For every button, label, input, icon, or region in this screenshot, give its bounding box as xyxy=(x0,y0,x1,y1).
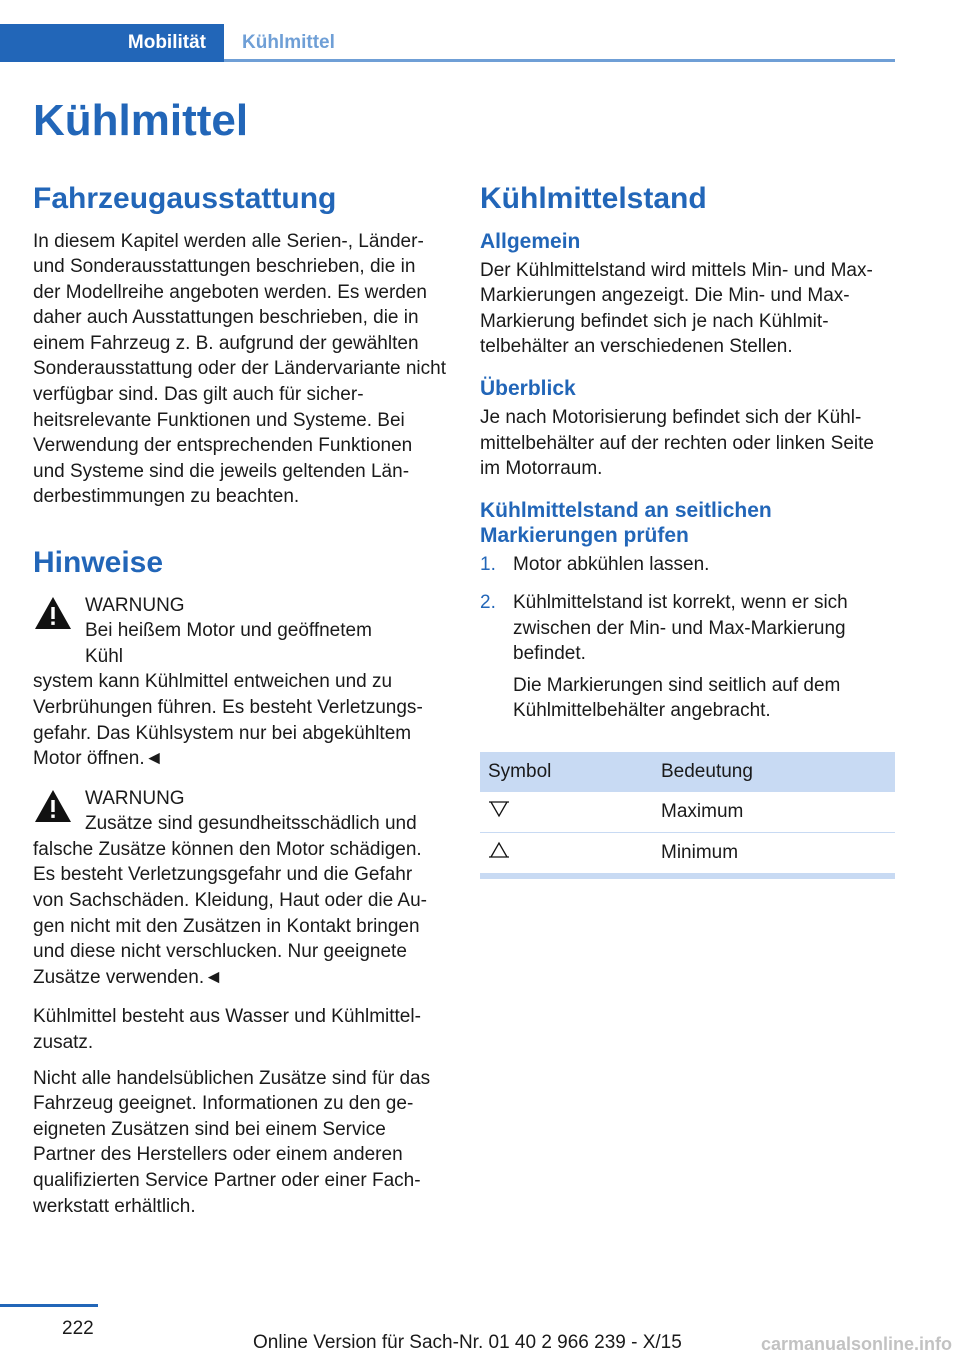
warning-triangle-icon xyxy=(33,595,73,631)
right-column xyxy=(480,182,895,879)
table-bottom-rule xyxy=(480,874,895,879)
section-tab: Kühlmittel xyxy=(242,32,335,53)
heading-notes: Hinweise xyxy=(33,546,164,580)
warning-triangle-icon xyxy=(33,788,73,824)
header-rule xyxy=(224,59,895,62)
overview-paragraph: Je nach Motorisierung befindet sich der Kühlmittelbehälter auf der rechten oder linken Seite im Motorraum. xyxy=(480,407,874,480)
left-column xyxy=(33,182,448,1229)
heading-check-markings: Kühlmittelstand an seitlichen Markierungen prüfen xyxy=(480,499,772,548)
warning-label: WARNUNG xyxy=(85,787,185,809)
warning-block xyxy=(33,593,448,772)
meaning-cell: Maximum xyxy=(653,792,895,833)
footer-rule xyxy=(0,1304,98,1307)
warning-first-line: Bei heißem Motor und geöffnetem Kühl xyxy=(85,620,372,667)
additives-paragraph: Nicht alle handelsüblichen Zusätze sind für das Fahrzeug geeignet. Informationen zu den geeigneten Zusätzen sind bei einem Service Partner des Herstellers oder einem anderen qualifizierten Service Partner oder einer Fachwerkstatt erhältlich. xyxy=(33,1067,431,1217)
warning-first-line: Zusätze sind gesundheitsschädlich und xyxy=(85,813,417,835)
table-header-row xyxy=(480,752,895,792)
step-number: 2. xyxy=(480,592,496,613)
coolant-composition-paragraph: Kühlmittel besteht aus Wasser und Kühlmittelzusatz. xyxy=(33,1006,421,1054)
max-mark-icon xyxy=(488,799,510,819)
step-text: Kühlmittelstand ist korrekt, wenn er sich zwischen der Min- und Max-Markierung befindet. xyxy=(513,592,848,665)
heading-general: Allgemein xyxy=(480,229,581,253)
step-item xyxy=(480,552,895,584)
chapter-tab: Mobilität xyxy=(0,24,224,62)
table-row xyxy=(480,832,895,873)
heading-equipment: Fahrzeugausstattung xyxy=(33,182,337,215)
warning-label: WARNUNG xyxy=(85,594,185,616)
running-header xyxy=(0,24,895,62)
step-text: Motor abkühlen lassen. xyxy=(513,554,710,576)
warning-block xyxy=(33,786,448,991)
warning-text: falsche Zusätze können den Motor schädigen. Es besteht Verletzungsgefahr und die Gefahr von Sachschäden. Kleidung, Haut oder die Augen nicht mit den Zusätzen in Kontakt bringen und diese nicht verschlucken. Nur geeignete Zusätze verwenden.◄ xyxy=(33,838,427,988)
heading-coolant-level: Kühlmittelstand xyxy=(480,182,707,215)
watermark: carmanualsonline.info xyxy=(760,1334,952,1354)
symbol-table xyxy=(480,752,895,874)
table-header-meaning: Bedeutung xyxy=(653,752,895,792)
heading-overview: Überblick xyxy=(480,377,576,401)
table-header-symbol: Symbol xyxy=(480,752,653,792)
online-version-text: Online Version für Sach-Nr. 01 40 2 966 239 - X/15 xyxy=(253,1332,682,1353)
step-number: 1. xyxy=(480,554,496,576)
step-item xyxy=(480,590,895,730)
meaning-cell: Minimum xyxy=(653,832,895,873)
warning-text: system kann Kühlmittel entweichen und zu Verbrühungen führen. Es besteht Verletzungsgefahr. Das Kühlsystem nur bei abgekühltem Motor öffnen.◄ xyxy=(33,671,423,770)
equipment-paragraph: In diesem Kapitel werden alle Serien-, Länder- und Sonderausstattungen beschrieben, die in der Modellreihe angeboten werden. Es werden daher auch Ausstattungen beschrieben, die in einem Fahrzeug z. B. aufgrund der gewählten Sonderausstattung oder der Ländervariante nicht verfügbar sind. Das gilt auch für sicherheitsrelevante Funktionen und Systeme. Bei Verwendung der entsprechenden Funktionen und Systeme sind die jeweils geltenden Länderbestimmungen zu beachten. xyxy=(33,230,446,508)
min-mark-icon xyxy=(488,840,510,860)
step-list xyxy=(480,552,895,730)
step-note: Die Markierungen sind seitlich auf dem Kühlmittelbehälter angebracht. xyxy=(513,674,841,722)
table-row xyxy=(480,792,895,833)
general-paragraph: Der Kühlmittelstand wird mittels Min- und Max-Markierungen angezeigt. Die Min- und Max-Markierung befindet sich je nach Kühlmittelbehälter an verschiedenen Stellen. xyxy=(480,259,873,358)
page-title: Kühlmittel xyxy=(33,96,249,145)
page-number: 222 xyxy=(62,1318,94,1339)
